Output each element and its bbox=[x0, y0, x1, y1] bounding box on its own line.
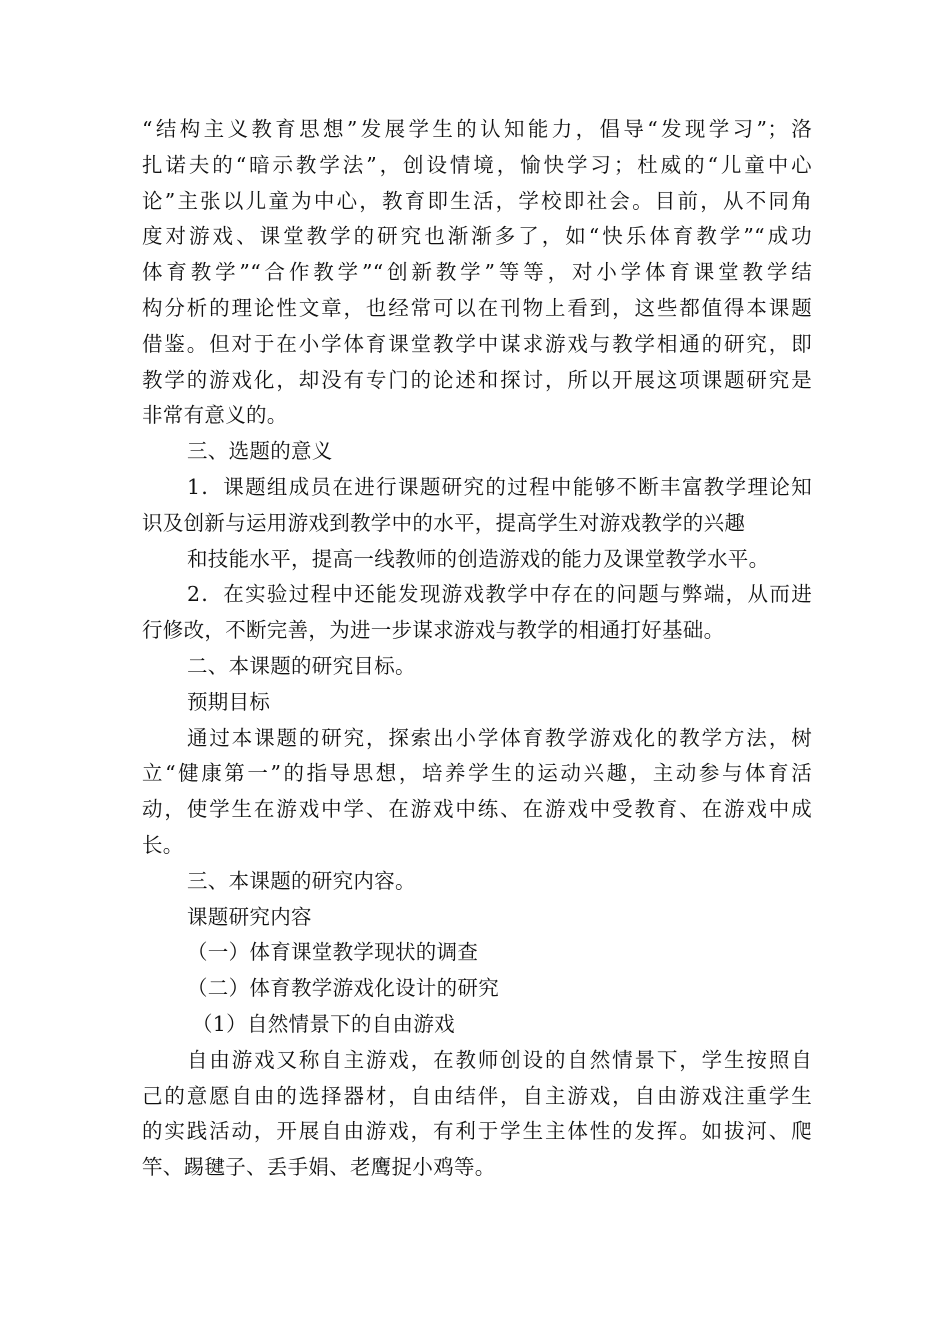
paragraph-line: 己的意愿自由的选择器材，自由结伴，自主游戏，自由游戏注重学生 bbox=[142, 1083, 812, 1108]
paragraph-line: “结构主义教育思想”发展学生的认知能力，倡导“发现学习”；洛 bbox=[142, 117, 812, 141]
paragraph-line: 通过本课题的研究，探索出小学体育教学游戏化的教学方法，树 bbox=[187, 725, 812, 750]
paragraph-line: 扎诺夫的“暗示教学法”，创设情境，愉快学习；杜威的“儿童中心 bbox=[142, 152, 812, 177]
section-heading-significance: 三、选题的意义 bbox=[187, 439, 333, 464]
content-item: （二）体育教学游戏化设计的研究 bbox=[187, 976, 499, 1001]
section-heading-content: 三、本课题的研究内容。 bbox=[187, 868, 416, 893]
paragraph-line: 立“健康第一”的指导思想，培养学生的运动兴趣，主动参与体育活 bbox=[142, 761, 812, 786]
paragraph-line: 体育教学”“合作教学”“创新教学”等等，对小学体育课堂教学结 bbox=[142, 260, 812, 285]
subheading-goal: 预期目标 bbox=[187, 689, 271, 714]
section-heading-goal: 二、本课题的研究目标。 bbox=[187, 653, 416, 678]
document-body bbox=[142, 112, 812, 1186]
list-item-line: 识及创新与运用游戏到教学中的水平，提高学生对游戏教学的兴趣 bbox=[142, 510, 746, 535]
list-item-line: 和技能水平，提高一线教师的创造游戏的能力及课堂教学水平。 bbox=[187, 546, 770, 571]
paragraph-line: 长。 bbox=[142, 832, 184, 857]
list-item-line: 1．课题组成员在进行课题研究的过程中能够不断丰富教学理论知 bbox=[187, 474, 812, 499]
paragraph-line: 自由游戏又称自主游戏，在教师创设的自然情景下，学生按照自 bbox=[187, 1047, 812, 1072]
paragraph-line: 教学的游戏化，却没有专门的论述和探讨，所以开展这项课题研究是 bbox=[142, 367, 812, 392]
paragraph-line: 竿、踢毽子、丢手娟、老鹰捉小鸡等。 bbox=[142, 1155, 496, 1180]
subheading-content: 课题研究内容 bbox=[187, 904, 312, 929]
paragraph-line: 度对游戏、课堂教学的研究也渐渐多了，如“快乐体育教学”“成功 bbox=[142, 224, 812, 249]
content-item: （一）体育课堂教学现状的调查 bbox=[187, 940, 479, 965]
content-subitem: （1）自然情景下的自由游戏 bbox=[192, 1011, 455, 1036]
paragraph-line: 非常有意义的。 bbox=[142, 403, 288, 428]
list-item-line: 行修改，不断完善，为进一步谋求游戏与教学的相通打好基础。 bbox=[142, 618, 725, 643]
paragraph-line: 借鉴。但对于在小学体育课堂教学中谋求游戏与教学相通的研究，即 bbox=[142, 331, 812, 356]
paragraph-line: 论”主张以儿童为中心，教育即生活，学校即社会。目前，从不同角 bbox=[142, 188, 812, 213]
paragraph-line: 的实践活动，开展自由游戏，有利于学生主体性的发挥。如拔河、爬 bbox=[142, 1119, 812, 1144]
list-item-line: 2．在实验过程中还能发现游戏教学中存在的问题与弊端，从而进 bbox=[187, 582, 812, 607]
paragraph-line: 构分析的理论性文章，也经常可以在刊物上看到，这些都值得本课题 bbox=[142, 295, 812, 320]
paragraph-line: 动，使学生在游戏中学、在游戏中练、在游戏中受教育、在游戏中成 bbox=[142, 797, 812, 822]
